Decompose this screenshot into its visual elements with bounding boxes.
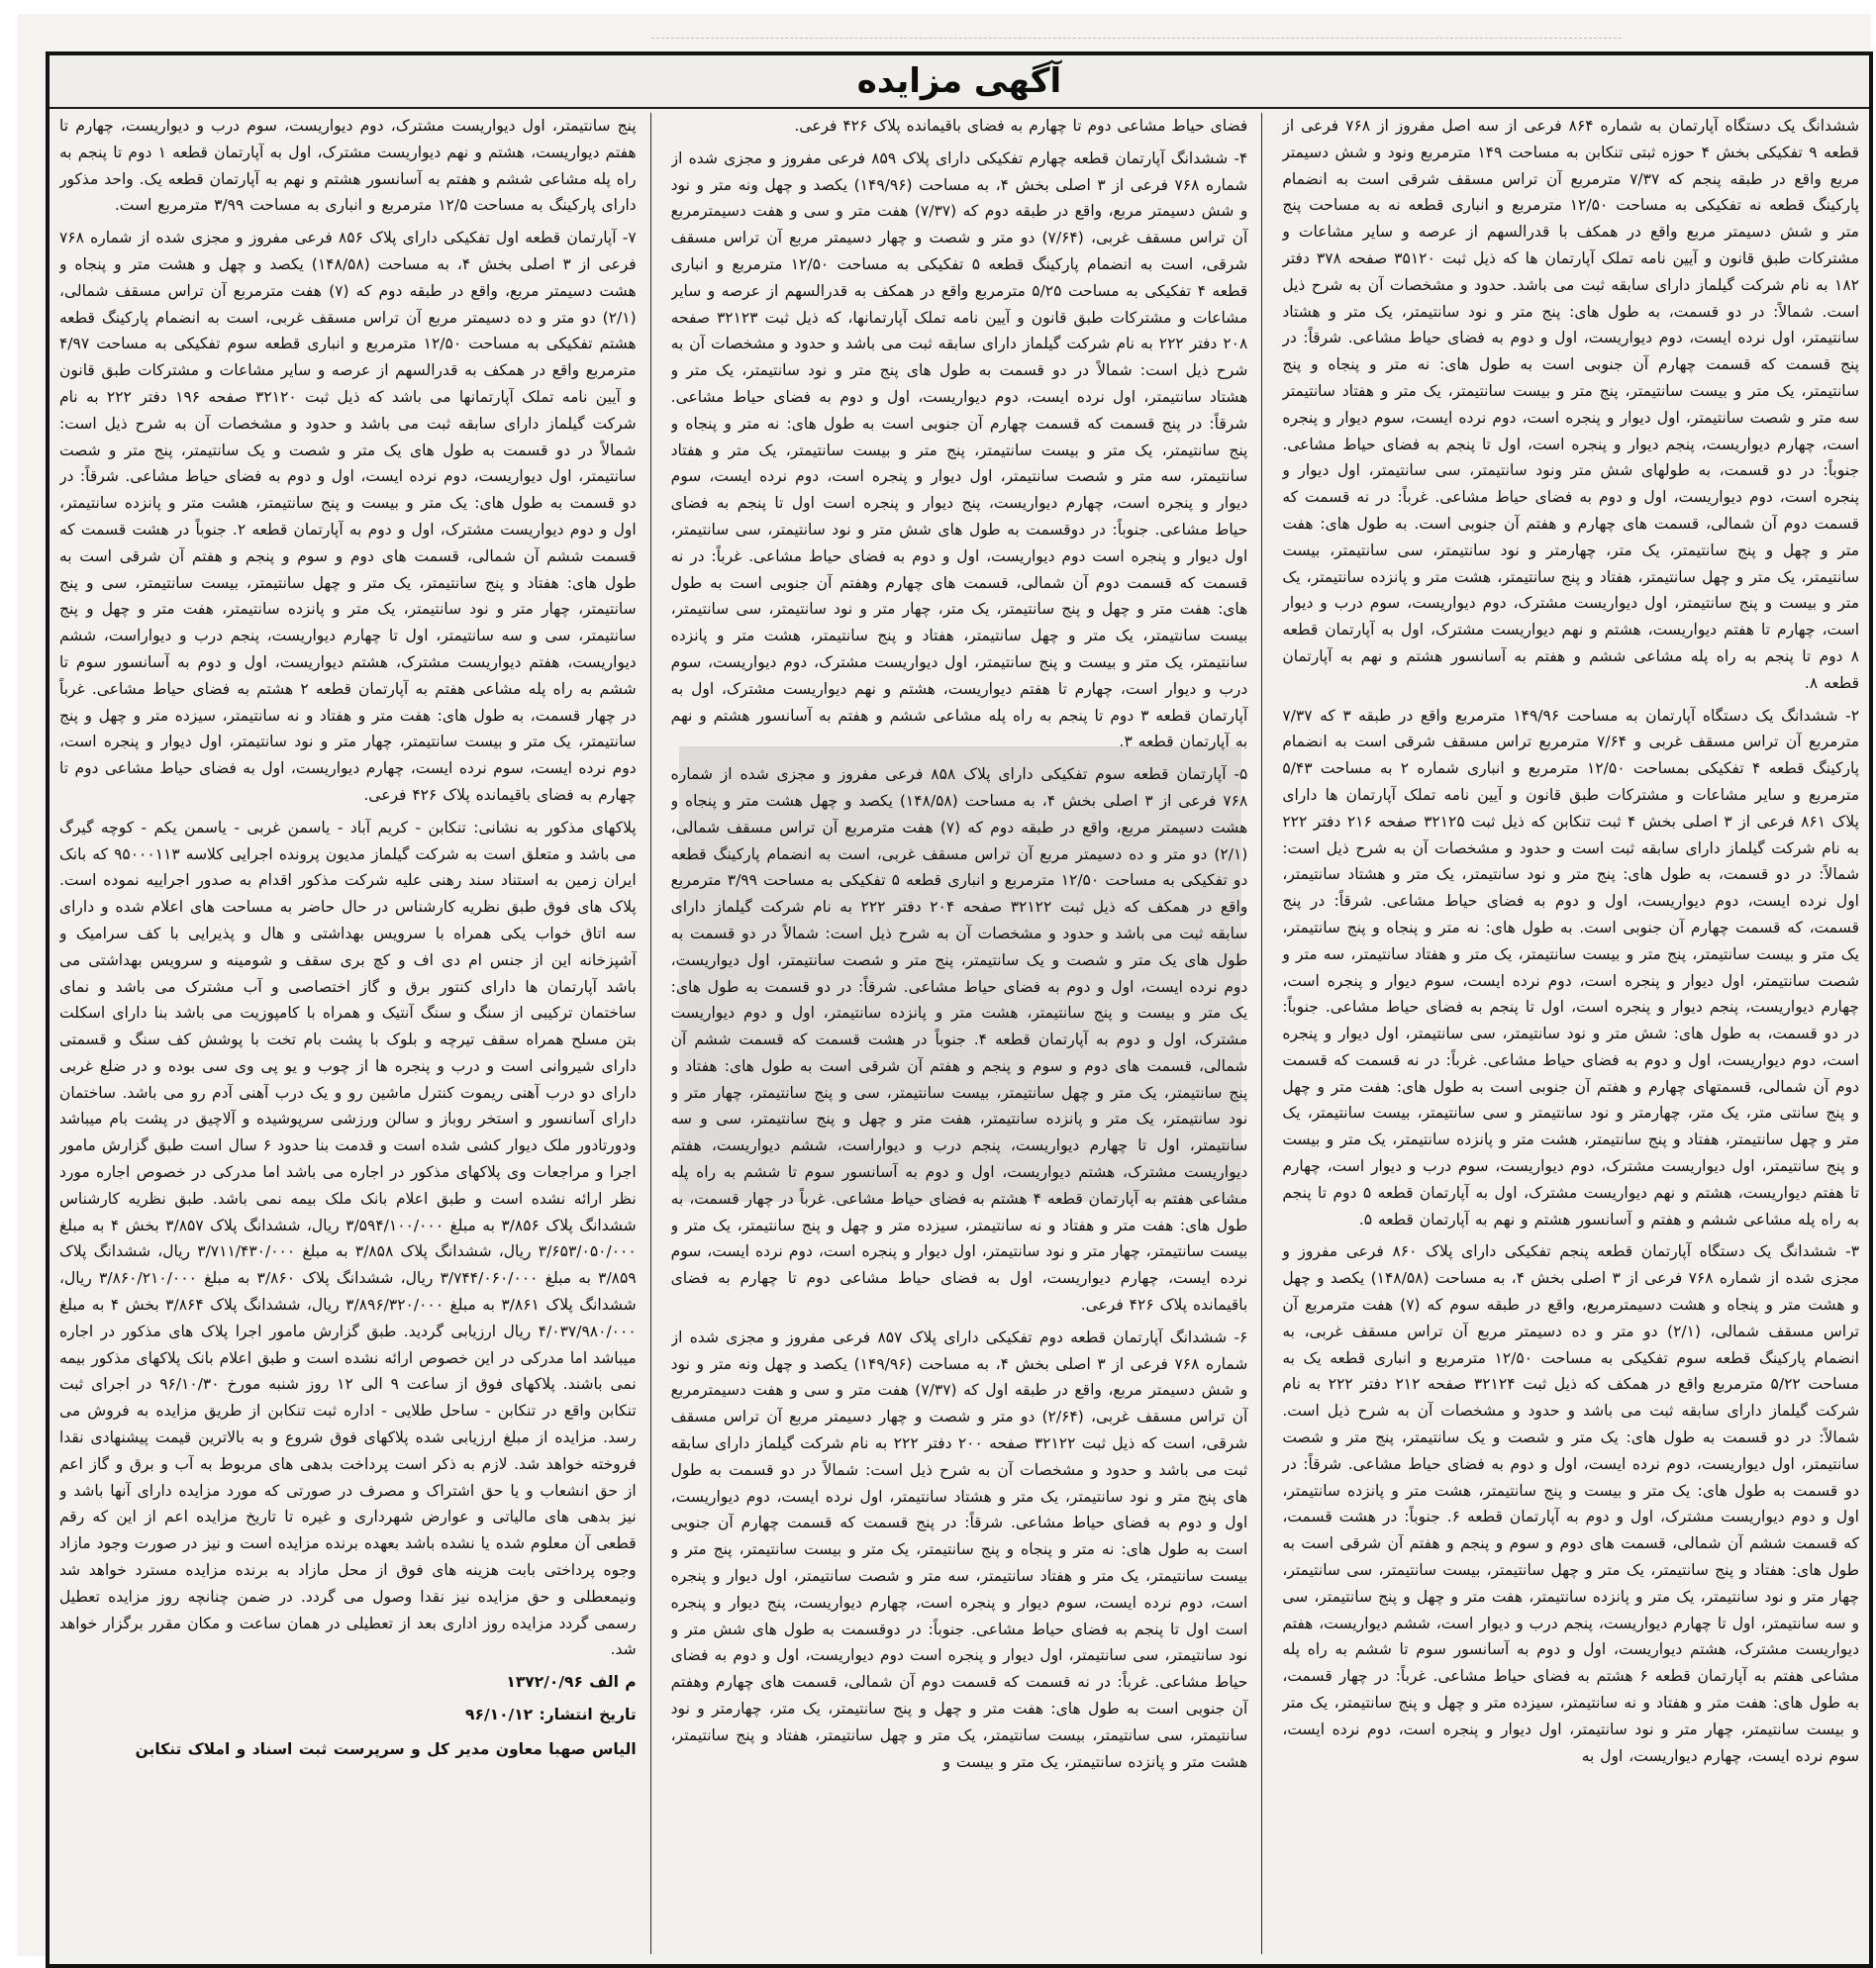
- item-3-continuation: فضای حیاط مشاعی دوم تا چهارم به فضای باقیمانده پلاک ۴۲۶ فرعی.: [794, 117, 1248, 135]
- signature-line: الیاس صهبا معاون مدیر کل و سرپرست ثبت اسناد و املاک تنکابن: [135, 1739, 637, 1758]
- bleed-through-noise: [651, 20, 1622, 39]
- item-1-paragraph: ششدانگ یک دستگاه آپارتمان به شماره ۸۶۴ فرعی از سه اصل مفروز از ۷۶۸ فرعی از قطعه ۹ تفکیکی بخش ۴ حوزه ثبتی تنکابن به مساحت ۱۴۹ مترمربع ونود و شش دسیمتر مربع واقع در طبقه پنجم که ۷/۳۷ مترمربع آن تراس مسقف شرقی است به انضمام پارکینگ قطعه نه تفکیکی به مساحت ۱۲/۵۰ مترمربع و انباری قطعه نه به مساحت پنج متر و شش دسیمتر مربع واقع در همکف با قدرالسهم از عرصه و سایر مشاعات و مشترکات طبق قانون و آیین نامه تملک آپارتمان ها که ذیل ثبت ۳۵۱۲۰ صفحه ۳۷۸ دفتر ۱۸۲ به نام شرکت گیلماز دارای سابقه ثبت می باشد. حدود و مشخصات آن به شرح ذیل است. شمالاً: در دو قسمت، به طول های: پنج متر و نود سانتیمتر، یک متر و هشتاد سانتیمتر، اول نرده ایست، دوم دیواریست، اول و دوم به فضای حیاط مشاعی. شرقاً: در پنج قسمت که قسمت چهارم آن جنوبی است به طول های: نه متر و پنجاه و پنج سانتیمتر، یک متر و بیست سانتیمتر، پنج متر و بیست سانتیمتر، یک متر و هفتاد سانتیمتر سه متر و شصت سانتیمتر، اول دیوار و پنجره است، دوم نرده ایست، سوم دیوار و پنجره است، چهارم دیواریست، پنجم دیوار و پنجره است، اول تا پنجم به فضای حیاط مشاعی. جنوباً: در دو قسمت، به طولهای شش متر ونود سانتیمتر، سی سانتیمتر، اول دیوار و پنجره است، دوم دیواریست، اول و دوم به فضای حیاط مشاعی. غرباً: در نه قسمت که قسمت دوم آن شمالی، قسمت های چهارم و هفتم آن جنوبی است. به طول های: هفت متر و چهل و پنج سانتیمتر، یک متر، چهارمتر و نود سانتیمتر، سی سانتیمتر، بیست سانتیمتر، یک متر و چهل سانتیمتر، هفتاد و پنج سانتیمتر، هشت متر و پانزده سانتیمتر، یک متر و بیست و پنج سانتیمتر، اول دیواریست مشترک، دوم دیواریست، سوم درب و دیوار است، چهارم تا هفتم دیواریست، هشتم و نهم دیواریست مشترک، اول به آپارتمان قطعه ۸ دوم تا پنجم به راه پله مشاعی ششم و هفتم به آسانسور هشتم و نهم به آپارتمان قطعه ۸.: [1282, 117, 1859, 692]
- item-6-paragraph: ۶- ششدانگ آپارتمان قطعه دوم تفکیکی دارای پلاک ۸۵۷ فرعی مفروز و مجزی شده از شماره ۷۶۸ فرعی از ۳ اصلی بخش ۴، به مساحت (۱۴۹/۹۶) یکصد و چهل ونه متر و نود و شش دسیمتر مربع، واقع در طبقه اول که (۷/۳۷) هفت متر و سی و هفت دسیمترمربع آن تراس مسقف غربی، (۲/۶۴) دو متر و شصت و چهار دسیمتر مربع آن تراس مسقف شرقی، است که ذیل ثبت ۳۲۱۲۲ صفحه ۲۰۰ دفتر ۲۲۲ به نام شرکت گیلماز دارای سابقه ثبت می باشد و حدود و مشخصات آن به شرح ذیل است: شمالاً در دو قسمت به طول های پنج متر و نود سانتیمتر، یک متر و هشتاد سانتیمتر، اول نرده ایست، دوم دیواریست، اول و دوم به فضای حیاط مشاعی. شرقاً: در پنج قسمت که قسمت چهارم آن جنوبی است به طول های: نه متر و پنجاه و پنج سانتیمتر، یک متر و بیست سانتیمتر، پنج متر و بیست سانتیمتر، یک متر و هفتاد سانتیمتر، سه متر و شصت سانتیمتر، اول دیوار و پنجره است، دوم نرده ایست، سوم دیوار و پنجره است، چهارم دیواریست، پنج دیوار و پنجره است اول تا پنجم به فضای حیاط مشاعی. جنوباً: در دوقسمت به طول های شش متر و نود سانتیمتر، سی سانتیمتر، اول دیوار و پنجره است دوم دیواریست، اول و دوم به فضای حیاط مشاعی. غرباً: در نه قسمت که قسمت دوم آن شمالی، قسمت های چهارم وهفتم آن جنوبی است به طول های: هفت متر و چهل و پنج سانتیمتر، یک متر، چهارمتر و نود سانتیمتر، سی سانتیمتر، بیست سانتیمتر، یک متر و چهل سانتیمتر، هفتاد و پنج سانتیمتر، هشت متر و پانزده سانتیمتر، یک متر و بیست و: [670, 1328, 1248, 1771]
- item-4-paragraph: ۴- ششدانگ آپارتمان قطعه چهارم تفکیکی دارای پلاک ۸۵۹ فرعی مفروز و مجزی شده از شماره ۷۶۸ فرعی از ۳ اصلی بخش ۴، به مساحت (۱۴۹/۹۶) یکصد و چهل ونه متر و نود و شش دسیمتر مربع، واقع در طبقه دوم که (۷/۳۷) هفت متر و سی و هفت دسیمترمربع آن تراس مسقف غربی، (۷/۶۴) دو متر و شصت و چهار دسیمتر مربع آن تراس مسقف شرقی، است به انضمام پارکینگ قطعه ۵ تفکیکی به مساحت ۱۲/۵۰ مترمربع و انباری قطعه ۴ تفکیکی به مساحت ۵/۲۵ مترمربع واقع در همکف به قدرالسهم از عرصه و سایر مشاعات و مشترکات طبق قانون و آیین نامه تملک آپارتمانها، که ذیل ثبت ۳۲۱۲۳ صفحه ۲۰۸ دفتر ۲۲۲ به نام شرکت گیلماز دارای سابقه ثبت می باشد و حدود و مشخصات آن به شرح ذیل است: شمالاً در دو قسمت به طول های پنج متر و نود سانتیمتر، یک متر و هشتاد سانتیمتر، اول نرده ایست، دوم دیواریست، اول و دوم به فضای حیاط مشاعی. شرقاً: در پنج قسمت که قسمت چهارم آن جنوبی است به طول های: نه متر و پنجاه و پنج سانتیمتر، یک متر و بیست سانتیمتر، پنج متر و بیست سانتیمتر، یک متر و هفتاد سانتیمتر، سه متر و شصت سانتیمتر، اول دیوار و پنجره است، دوم نرده ایست، سوم دیوار و پنجره است، چهارم دیواریست، پنج دیوار و پنجره است اول تا پنجم به فضای حیاط مشاعی. جنوباً: در دوقسمت به طول های شش متر و نود سانتیمتر، سی سانتیمتر، اول دیوار و پنجره است دوم دیواریست، اول و دوم به فضای حیاط مشاعی. غرباً: در نه قسمت که قسمت دوم آن شمالی، قسمت های چهارم وهفتم آن جنوبی است به طول های: هفت متر و چهل و پنج سانتیمتر، یک متر، چهار متر و نود سانتیمتر، سی سانتیمتر، بیست سانتیمتر، یک متر و چهل سانتیمتر، هفتاد و پنج سانتیمتر، هشت متر و پانزده سانتیمتر، یک متر و بیست و پنج سانتیمتر، اول دیواریست مشترک، دوم دیواریست، سوم درب و دیوار است، چهارم تا هفتم دیواریست، هشتم و نهم دیواریست مشترک، اول به آپارتمان قطعه ۳ دوم تا پنجم به راه پله مشاعی ششم و هفتم به آسانسور هشتم و نهم به آپارتمان قطعه ۳.: [670, 148, 1248, 751]
- newspaper-clipping: [18, 14, 1871, 1956]
- notice-frame: [46, 51, 1873, 1968]
- item-6-continuation: پنج سانتیمتر، اول دیواریست مشترک، دوم دیواریست، سوم درب و دیواریست، چهارم تا هفتم دیواریست، هشتم و نهم دیواریست مشترک، اول به آپارتمان قطعه ۱ دوم تا پنجم به راه پله مشاعی ششم و هفتم به آسانسور هشتم و نهم به آپارتمان قطعه یک. واحد مذکور دارای پارکینگ به مساحت ۱۲/۵ مترمربع و انباری به مساحت ۳/۹۹ مترمربع است.: [58, 117, 637, 215]
- column-right: [1282, 113, 1859, 1954]
- item-7-paragraph: ۷- آپارتمان قطعه اول تفکیکی دارای پلاک ۸۵۶ فرعی مفروز و مجزی شده از شماره ۷۶۸ فرعی از ۳ اصلی بخش ۴، به مساحت (۱۴۸/۵۸) یکصد و چهل و هشت متر و پنجاه و هشت دسیمتر مربع، واقع در طبقه دوم که (۷) هفت مترمربع آن تراس مسقف شمالی، (۲/۱) دو متر و ده دسیمتر مربع آن تراس مسقف غربی، است به انضمام پارکینگ قطعه هشتم تفکیکی به مساحت ۱۲/۵۰ مترمربع و انباری قطعه سوم تفکیکی به مساحت ۴/۹۷ مترمربع واقع در همکف به قدرالسهم از عرصه و سایر مشاعات و مشترکات طبق قانون و آیین نامه تملک آپارتمانها می باشد که ذیل ثبت ۳۲۱۲۰ صفحه ۱۹۶ دفتر ۲۲۲ به نام شرکت گیلماز دارای سابقه ثبت می باشد و حدود و مشخصات آن به شرح ذیل است: شمالاً در دو قسمت به طول های یک متر و شصت و یک سانتیمتر، پنج متر و شصت سانتیمتر، اول دیواریست، دوم نرده ایست، اول و دوم به فضای حیاط مشاعی. شرقاً: در دو قسمت به طول های: یک متر و بیست و پنج سانتیمتر، هشت متر و پانزده سانتیمتر، اول و دوم دیواریست مشترک، اول و دوم به آپارتمان قطعه ۲. جنوباً در هشت قسمت که قسمت ششم آن شمالی، قسمت های دوم و سوم و پنجم و هفتم آن شرقی است به طول های: هفتاد و پنج سانتیمتر، یک متر و چهل سانتیمتر، بیست سانتیمتر، سی و پنج سانتیمتر، چهار متر و نود سانتیمتر، یک متر و پانزده سانتیمتر، هفت متر و چهل و پنج سانتیمتر، سی و سه سانتیمتر، اول تا چهارم دیواریست، پنجم درب و دیواراست، ششم دیواریست، هفتم دیواریست مشترک، هشتم دیواریست، اول و دوم به آسانسور سوم تا ششم به راه پله مشاعی هفتم به آپارتمان قطعه ۲ هشتم به فضای حیاط مشاعی. غرباً در چهار قسمت، به طول های: هفت متر و هفتاد و نه سانتیمتر، سیزده متر و چهل و پنج سانتیمتر، یک متر و بیست سانتیمتر، چهار متر و نود سانتیمتر، اول دیوار و پنجره است، دوم نرده ایست، سوم نرده ایست، چهارم دیواریست، اول به فضای حیاط مشاعی دوم تا چهارم به فضای باقیمانده پلاک ۴۲۶ فرعی.: [58, 229, 637, 804]
- auction-conditions-paragraph: پلاکهای مذکور به نشانی: تنکابن - کریم آباد - یاسمن غربی - یاسمن یکم - کوچه گیرگ می باشد و متعلق است به شرکت گیلماز مدیون پرونده اجرایی کلاسه ۹۵۰۰۰۱۱۳ که بانک ایران زمین به استناد سند رهنی علیه شرکت مذکور اقدام به صدور اجراییه نموده است. پلاک های فوق طبق نظریه کارشناس در حال حاضر به مساحت های اعلام شده و دارای سه اتاق خواب یکی همراه با سرویس بهداشتی و هال و پذیرایی با کف سرامیک و آشپزخانه این از جنس ام دی اف و کچ بری سقف و شومینه و سرویس بهداشتی می باشد آپارتمان ها دارای کنتور برق و گاز اختصاصی و آب مشترک می باشد و نمای ساختمان ترکیبی از سنگ و سنگ آنتیک و همراه با کامپوزیت می باشد بنا دارای اسکلت بتن مسلح همراه سقف تیرچه و بلوک با پشت بام تخت با پوشش کف سنگ و قسمتی دارای شیروانی است و درب و پنجره ها از چوب و یو پی وی سی بوده و در ضلع غربی دارای دو درب آهنی ریموت کنترل ماشین رو و یک درب آهنی آدم رو می باشد. ساختمان دارای آسانسور و استخر روباز و سالن ورزشی سرپوشیده و آلاچیق در پشت بام میباشد ودورتادور ملک دیوار کشی شده است و قدمت بنا حدود ۶ سال است طبق گزارش مامور اجرا و مراجعات وی پلاکهای مذکور در اجاره می باشد اما مدرکی در خصوص اجاره مورد نظر ارائه نشده است و طبق اعلام بانک ملک بیمه نمی باشد. طبق نظریه کارشناس ششدانگ پلاک ۳/۸۵۶ به مبلغ ۳/۵۹۴/۱۰۰/۰۰۰ ریال، ششدانگ پلاک ۳/۸۵۷ بخش ۴ به مبلغ ۳/۶۵۳/۰۵۰/۰۰۰ ریال، ششدانگ پلاک ۳/۸۵۸ به مبلغ ۳/۷۱۱/۴۳۰/۰۰۰ ریال، ششدانگ پلاک ۳/۸۵۹ به مبلغ ۳/۷۴۴/۰۶۰/۰۰۰ ریال، ششدانگ پلاک ۳/۸۶۰ به مبلغ ۳/۸۶۰/۲۱۰/۰۰۰ ریال، ششدانگ پلاک ۳/۸۶۱ به مبلغ ۳/۸۹۶/۳۲۰/۰۰۰ ریال، ششدانگ پلاک ۳/۸۶۴ بخش ۴ به مبلغ ۴/۰۳۷/۹۸۰/۰۰۰ ریال ارزیابی گردید. طبق گزارش مامور اجرا پلاک های مذکور در اجاره میباشد اما مدرکی در این خصوص ارائه نشده است و طبق اعلام بانک پلاکهای مذکور بیمه نمی باشند. پلاکهای فوق از ساعت ۹ الی ۱۲ روز شنبه مورخ ۹۶/۱۰/۳۰ در اجرای ثبت تنکابن واقع در تنکابن - ساحل طلایی - اداره ثبت تنکابن از طریق مزایده به فروش می رسد. مزایده از مبلغ ارزیابی شده پلاکهای فوق شروع و به بالاترین قیمت پیشنهادی نقدا فروخته خواهد شد. لازم به ذکر است پرداخت بدهی های مربوط به آب و برق و گاز اعم از حق انشعاب و یا حق اشتراک و مصرف در صورتی که مورد مزایده دارای آنها باشد و نیز بدهی های مالیاتی و عوارض شهرداری و غیره تا تاریخ مزایده اعم از این که رقم قطعی آن معلوم شده یا نشده باشد بعهده برنده مزایده است و نیز در صورت وجود مازاد وجوه پرداختی بابت هزینه های فوق از محل مازاد به برنده مزایده مسترد خواهد شد ونیمعطلی و حق مزایده نیز نقدا وصول می گردد. در ضمن چنانچه روز مزایده تعطیل رسمی گردد مزایده روز اداری بعد از تعطیلی در همان ساعت و مکان مقرر برگزار خواهد شد.: [58, 818, 637, 1659]
- item-2-paragraph: ۲- ششدانگ یک دستگاه آپارتمان به مساحت ۱۴۹/۹۶ مترمربع واقع در طبقه ۳ که ۷/۳۷ مترمربع آن تراس مسقف غربی و ۷/۶۴ مترمربع تراس مسقف شرقی است به انضمام پارکینگ قطعه ۴ تفکیکی بمساحت ۱۲/۵۰ مترمربع و انباری شماره ۲ به مساحت ۵/۴۳ مترمربع و سایر مشاعات و مشترکات طبق قانون و آیین نامه تملک آپارتمان ها دارای پلاک ۸۶۱ فرعی از ۳ اصلی بخش ۴ ثبت تنکابن که ذیل ثبت ۳۲۱۲۵ صفحه ۲۱۶ دفتر ۲۲۲ به نام شرکت گیلماز دارای سابقه ثبت است و حدود و مشخصات آن به شرح ذیل است: شمالاً: در دو قسمت، به طول های: پنج متر و نود سانتیمتر، یک متر و هشتاد سانتیمتر، اول نرده ایست، دوم دیواریست، اول و دوم به فضای حیاط مشاعی. شرقاً: در پنج قسمت، که قسمت چهارم آن جنوبی است. به طول های: نه متر و پنجاه و پنج سانتیمتر، یک متر و بیست سانتیمتر، پنج متر و بیست سانتیمتر، یک متر و هفتاد سانتیمتر، سه متر و شصت سانتیمتر، اول دیوار و پنجره است، دوم نرده ایست، سوم دیوار و پنجره است، چهارم دیواریست، پنجم دیوار و پنجره است، اول تا پنجم به فضای حیاط مشاعی. جنوباً: در دو قسمت، به طول های: شش متر و نود سانتیمتر، سی سانتیمتر، اول دیوار و پنجره است، دوم دیواریست، اول و دوم به فضای حیاط مشاعی. غرباً: در نه قسمت که قسمت دوم آن شمالی، قسمتهای چهارم و هفتم آن جنوبی است به طول های: هفت متر و چهل و پنج سانتی متر، یک متر، چهارمتر و نود سانتیمتر و سی سانتیمتر، بیست سانتیمتر، یک متر و چهل سانتیمتر، هفتاد و پنج سانتیمتر، هشت متر و پانزده سانتیمتر، یک متر و بیست و پنج سانتیمتر، اول دیواریست مشترک، دوم دیواریست، سوم درب و دیوار است، چهارم تا هفتم دیواریست، هشتم و نهم دیواریست مشترک، اول به آپارتمان قطعه ۵ دوم تا پنجم به راه پله مشاعی ششم و هفتم و آسانسور هشتم و نهم به آپارتمان قطعه ۵.: [1282, 706, 1859, 1229]
- item-5-paragraph: ۵- آپارتمان قطعه سوم تفکیکی دارای پلاک ۸۵۸ فرعی مفروز و مجزی شده از شماره ۷۶۸ فرعی از ۳ اصلی بخش ۴، به مساحت (۱۴۸/۵۸) یکصد و چهل هشت متر و پنجاه و هشت دسیمتر مربع، واقع در طبقه دوم که (۷) هفت مترمربع آن تراس مسقف شمالی، (۲/۱) دو متر و ده دسیمتر مربع آن تراس مسقف غربی، است به انضمام پارکینگ قطعه دو تفکیکی به مساحت ۱۲/۵۰ مترمربع و انباری قطعه ۵ تفکیکی به مساحت ۳/۹۹ مترمربع واقع در همکف که ذیل ثبت ۳۲۱۲۲ صفحه ۲۰۴ دفتر ۲۲۲ به نام شرکت گیلماز دارای سابقه ثبت می باشد و حدود و مشخصات آن به شرح ذیل است: شمالاً در دو قسمت به طول های یک متر و شصت و یک سانتیمتر، پنج متر و شصت سانتیمتر، اول دیواریست، دوم نرده ایست، اول و دوم به فضای حیاط مشاعی. شرقاً: در دو قسمت به طول های: یک متر و بیست و پنج سانتیمتر، هشت متر و پانزده سانتیمتر، اول و دوم دیواریست مشترک، اول و دوم به آپارتمان قطعه ۴. جنوباً در هشت قسمت که قسمت ششم آن شمالی، قسمت های دوم و سوم و پنجم و هفتم آن شرقی است به طول های: هفتاد و پنج سانتیمتر، یک متر و چهل سانتیمتر، بیست سانتیمتر، سی و پنج سانتیمتر، چهار متر و نود سانتیمتر، یک متر و پانزده سانتیمتر، هفت متر و چهل و پنج سانتیمتر، سی و سه سانتیمتر، اول تا چهارم دیواریست، پنجم درب و دیواراست، ششم دیواریست، هفتم دیواریست مشترک، هشتم دیواریست، اول و دوم به آسانسور سوم تا ششم به راه پله مشاعی هفتم به آپارتمان قطعه ۴ هشتم به فضای حیاط مشاعی. غرباً در چهار قسمت، به طول های: هفت متر و هفتاد و نه سانتیمتر، سیزده متر و چهل و پنج سانتیمتر، یک متر و بیست سانتیمتر، چهار متر و نود سانتیمتر، اول دیوار و پنجره است، دوم نرده ایست، سوم نرده ایست، چهارم دیواریست، اول به فضای حیاط مشاعی دوم تا چهارم به فضای باقیمانده پلاک ۴۲۶ فرعی.: [670, 765, 1248, 1315]
- column-left: [59, 113, 651, 1954]
- notice-header: [49, 55, 1869, 109]
- reference-number: م الف ۱۳۷۲/۰/۹۶: [506, 1673, 637, 1692]
- notice-title: آگهی مزایده: [856, 61, 1062, 101]
- item-3-paragraph: ۳- ششدانگ یک دستگاه آپارتمان قطعه پنجم تفکیکی دارای پلاک ۸۶۰ فرعی مفروز و مجزی شده از شماره ۷۶۸ فرعی از ۳ اصلی بخش ۴، به مساحت (۱۴۸/۵۸) یکصد و چهل و هشت متر و پنجاه و هشت دسیمترمربع، واقع در طبقه سوم که (۷) هفت مترمربع آن تراس مسقف شمالی، (۲/۱) دو متر و ده دسیمتر مربع آن تراس مسقف غربی، به انضمام پارکینگ قطعه سوم تفکیکی به مساحت ۱۲/۵۰ مترمربع و انباری قطعه یک به مساحت ۵/۲۲ مترمربع واقع در همکف که ذیل ثبت ۳۲۱۲۴ صفحه ۲۱۲ دفتر ۲۲۲ به نام شرکت گیلماز دارای سابقه ثبت می باشد و حدود و مشخصات آن به شرح ذیل است. شمالاً: در دو قسمت به طول های: یک متر و شصت و یک سانتیمتر، پنج متر و شصت سانتیمتر، اول دیواریست، دوم نرده ایست، اول و دوم به فضای حیاط مشاعی. شرقاً: در دو قسمت به طول های: یک متر و بیست و پنج سانتیمتر، هشت متر و پانزده سانتیمتر، اول و دوم دیواریست مشترک، اول و دوم به آپارتمان قطعه ۶. جنوباً: در هشت قسمت، که قسمت ششم آن شمالی، قسمت های دوم و سوم و پنجم و هفتم آن شرقی است به طول های: هفتاد و پنج سانتیمتر، یک متر و چهل سانتیمتر، بیست سانتیمتر، سی سانتیمتر، چهار متر و نود سانتیمتر، یک متر و پانزده سانتیمتر، هفت متر و چهل و پنج سانتیمتر، سی و سه سانتیمتر، اول تا چهارم دیواریست، پنجم درب و دیوار است، ششم دیواریست، هفتم دیواریست مشترک، هشتم دیواریست، اول و دوم به آسانسور سوم تا ششم به راه پله مشاعی هفتم به آپارتمان قطعه ۶ هشتم به فضای حیاط مشاعی. غرباً: در چهار قسمت، به طول های: هفت متر و هفتاد و نه سانتیمتر، سیزده متر و چهل و پنج سانتیمتر، یک متر و بیست سانتیمتر، چهار متر و نود سانتیمتر، اول دیوار و پنجره است، دوم نرده ایست، سوم نرده ایست، چهارم دیواریست، اول به: [1282, 1242, 1859, 1765]
- publication-date: تاریخ انتشار: ۹۶/۱۰/۱۲: [465, 1706, 637, 1724]
- notice-columns: [59, 113, 1859, 1954]
- column-middle: [671, 113, 1263, 1954]
